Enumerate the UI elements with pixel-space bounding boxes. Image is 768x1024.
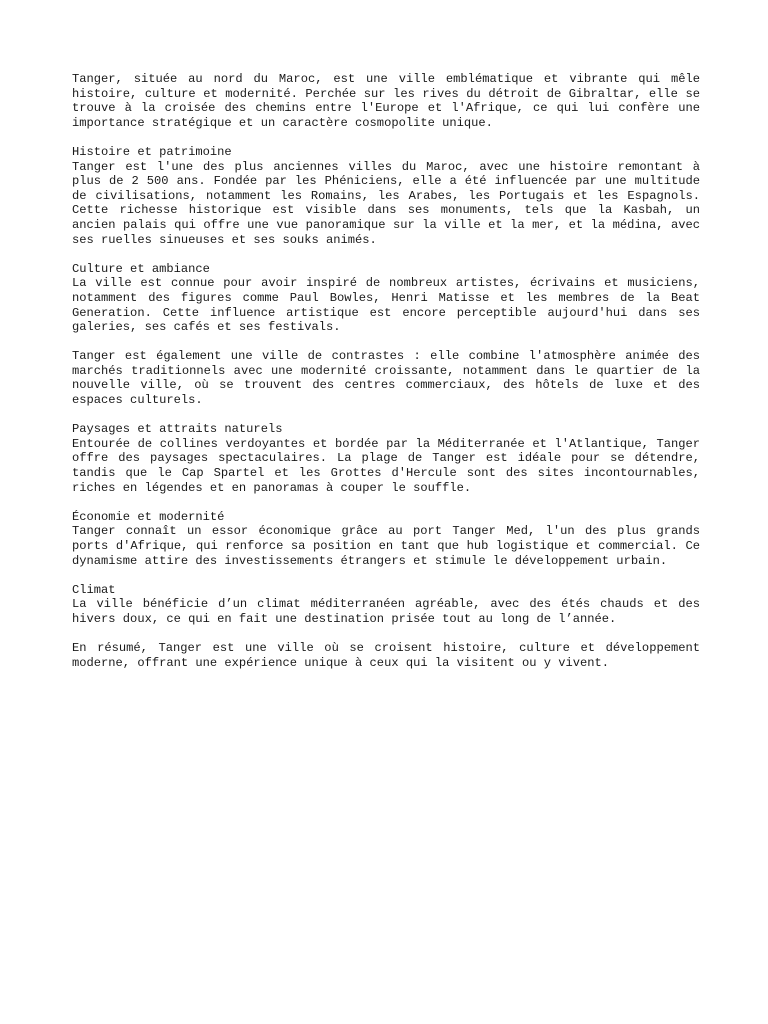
- section-heading: Culture et ambiance: [72, 261, 210, 276]
- section-histoire: [72, 145, 700, 247]
- section-body: Tanger est également une ville de contrastes : elle combine l'atmosphère animée des marchés traditionnels avec une modernité croissante, notamment dans le quartier de la nouvelle ville, où se trouvent des centres commerciaux, des hôtels de luxe et des espaces culturels.: [72, 349, 700, 408]
- document-page: [72, 72, 700, 685]
- section-contrastes: [72, 349, 700, 407]
- intro-paragraph: Tanger, située au nord du Maroc, est une ville emblématique et vibrante qui mêle histoire, culture et modernité. Perchée sur les rives du détroit de Gibraltar, elle se trouve à la croisée des chemins entre l'Europe et l'Afrique, ce qui lui confère une importance stratégique et un caractère cosmopolite unique.: [72, 72, 700, 130]
- section-paysages: [72, 422, 700, 495]
- section-body: Tanger connaît un essor économique grâce au port Tanger Med, l'un des plus grands ports d'Afrique, qui renforce sa position en tant que hub logistique et commercial. Ce dynamisme attire des investissements étrangers et stimule le développement urbain.: [72, 524, 700, 568]
- section-heading: Économie et modernité: [72, 509, 225, 524]
- section-culture: [72, 262, 700, 335]
- section-body: Entourée de collines verdoyantes et bordée par la Méditerranée et l'Atlantique, Tanger offre des paysages spectaculaires. La plage de Tanger est idéale pour se détendre, tandis que le Cap Spartel et les Grottes d'Hercule sont des sites incontournables, riches en légendes et en panoramas à couper le souffle.: [72, 436, 700, 495]
- section-economie: [72, 510, 700, 568]
- section-heading: Histoire et patrimoine: [72, 144, 232, 159]
- section-body: La ville bénéficie d’un climat méditerranéen agréable, avec des étés chauds et des hivers doux, ce qui en fait une destination prisée tout au long de l’année.: [72, 597, 700, 626]
- conclusion-paragraph: En résumé, Tanger est une ville où se croisent histoire, culture et développement moderne, offrant une expérience unique à ceux qui la visitent ou y vivent.: [72, 641, 700, 670]
- section-body: La ville est connue pour avoir inspiré de nombreux artistes, écrivains et musiciens, notamment des figures comme Paul Bowles, Henri Matisse et les membres de la Beat Generation. Cette influence artistique est encore perceptible aujourd'hui dans ses galeries, ses cafés et ses festivals.: [72, 276, 700, 335]
- section-body: Tanger est l'une des plus anciennes villes du Maroc, avec une histoire remontant à plus de 2 500 ans. Fondée par les Phéniciens, elle a été influencée par une multitude de civilisations, notamment les Romains, les Arabes, les Portugais et les Espagnols. Cette richesse historique est visible dans ses monuments, tels que la Kasbah, un ancien palais qui offre une vue panoramique sur la ville et la mer, et la médina, avec ses ruelles sinueuses et ses souks animés.: [72, 159, 700, 247]
- section-heading: Climat: [72, 582, 116, 597]
- section-climat: [72, 583, 700, 627]
- section-heading: Paysages et attraits naturels: [72, 422, 283, 437]
